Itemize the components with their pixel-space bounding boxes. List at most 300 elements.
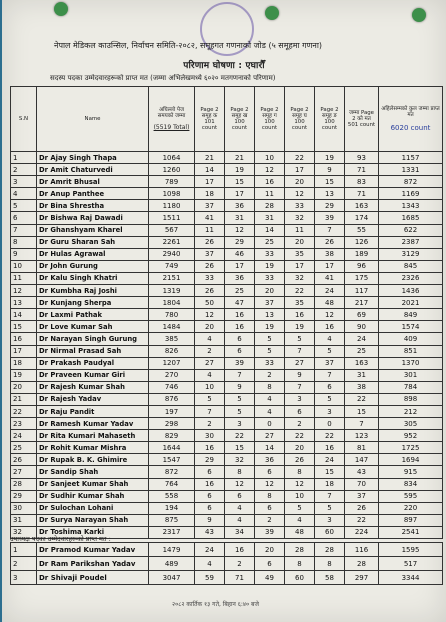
cell-name: Dr Surya Narayan Shah xyxy=(37,514,149,526)
cell-c1: 9 xyxy=(195,514,225,526)
table-row xyxy=(11,152,443,164)
cell-sum: 123 xyxy=(345,430,379,442)
cell-c5: 3 xyxy=(315,405,345,417)
cell-name: Dr Rajesh Yadav xyxy=(37,393,149,405)
cell-name: Dr Amit Chaturvedi xyxy=(37,164,149,176)
cell-total: 789 xyxy=(149,176,195,188)
table-row xyxy=(11,393,443,405)
cell-c2: 19 xyxy=(225,164,255,176)
cell-c2: 29 xyxy=(225,236,255,248)
cell-sn: 10 xyxy=(11,260,37,272)
cell-name: Dr Ghanshyam Kharel xyxy=(37,224,149,236)
table-row xyxy=(11,430,443,442)
table-row xyxy=(11,514,443,526)
cell-name: Dr Ramesh Kumar Yadav xyxy=(37,418,149,430)
cell-c4: 28 xyxy=(285,543,315,557)
cell-total: 876 xyxy=(149,393,195,405)
cell-sn: 15 xyxy=(11,321,37,333)
cell-sn: 27 xyxy=(11,466,37,478)
cell-c1: 30 xyxy=(195,430,225,442)
cell-c3: 37 xyxy=(255,297,285,309)
cell-c3: 19 xyxy=(255,321,285,333)
cell-name: Dr Narayan Singh Gurung xyxy=(37,333,149,345)
cell-name: Dr Toshima Karki xyxy=(37,526,149,538)
cell-c3: 31 xyxy=(255,212,285,224)
cell-name: Dr Sandip Shah xyxy=(37,466,149,478)
cell-c5: 26 xyxy=(315,236,345,248)
cell-c4: 12 xyxy=(285,188,315,200)
cell-total: 1260 xyxy=(149,164,195,176)
cell-c2: 16 xyxy=(225,543,255,557)
cell-c2: 31 xyxy=(225,212,255,224)
cell-total: 1479 xyxy=(149,543,195,557)
cell-sum: 224 xyxy=(345,526,379,538)
table-row xyxy=(11,418,443,430)
col-group-1: Page 2 समूह क 101 count xyxy=(195,87,225,152)
cell-sn: 11 xyxy=(11,272,37,284)
cell-c3: 12 xyxy=(255,164,285,176)
cell-name: Dr Love Kumar Sah xyxy=(37,321,149,333)
cell-total: 749 xyxy=(149,260,195,272)
cell-name: Dr Ajay Singh Thapa xyxy=(37,152,149,164)
table-row xyxy=(11,188,443,200)
cell-grand: 1169 xyxy=(379,188,443,200)
cell-c4: 60 xyxy=(285,571,315,585)
cell-c2: 36 xyxy=(225,272,255,284)
cell-sn: 2 xyxy=(11,164,37,176)
cell-c4: 17 xyxy=(285,164,315,176)
cell-c3: 27 xyxy=(255,430,285,442)
cell-sum: 15 xyxy=(345,405,379,417)
cell-total: 1319 xyxy=(149,285,195,297)
cell-name: Dr Bina Shrestha xyxy=(37,200,149,212)
cell-c5: 28 xyxy=(315,543,345,557)
cell-sn: 25 xyxy=(11,442,37,454)
cell-c1: 41 xyxy=(195,212,225,224)
cell-sum: 175 xyxy=(345,272,379,284)
cell-c2: 39 xyxy=(225,357,255,369)
cell-sum: 25 xyxy=(345,345,379,357)
cell-c5: 5 xyxy=(315,393,345,405)
cell-c4: 5 xyxy=(285,333,315,345)
cell-c5: 19 xyxy=(315,152,345,164)
cell-c4: 19 xyxy=(285,321,315,333)
cell-c1: 43 xyxy=(195,526,225,538)
cell-grand: 952 xyxy=(379,430,443,442)
cell-c3: 14 xyxy=(255,442,285,454)
cell-c2: 17 xyxy=(225,188,255,200)
cell-c1: 24 xyxy=(195,543,225,557)
cell-sum: 7 xyxy=(345,418,379,430)
cell-c1: 37 xyxy=(195,248,225,260)
cell-c4: 35 xyxy=(285,297,315,309)
cell-c2: 71 xyxy=(225,571,255,585)
cell-c1: 18 xyxy=(195,188,225,200)
table-row xyxy=(11,176,443,188)
cell-name: Dr Ram Parikshan Yadav xyxy=(37,557,149,571)
cell-c2: 32 xyxy=(225,454,255,466)
col-group-4: Page 2 समूह घ 100 count xyxy=(285,87,315,152)
cell-c5: 3 xyxy=(315,514,345,526)
cell-grand: 898 xyxy=(379,393,443,405)
cell-c4: 4 xyxy=(285,514,315,526)
cell-c1: 11 xyxy=(195,224,225,236)
cell-c3: 5 xyxy=(255,345,285,357)
cell-sum: 38 xyxy=(345,381,379,393)
cell-sum: 31 xyxy=(345,369,379,381)
cell-sum: 71 xyxy=(345,164,379,176)
cell-c1: 29 xyxy=(195,454,225,466)
cell-grand: 845 xyxy=(379,260,443,272)
cell-c2: 34 xyxy=(225,526,255,538)
table-row xyxy=(11,272,443,284)
table-row xyxy=(11,333,443,345)
cell-c4: 32 xyxy=(285,272,315,284)
table-row xyxy=(11,321,443,333)
member-results-table xyxy=(10,86,443,539)
cell-grand: 2387 xyxy=(379,236,443,248)
cell-grand: 851 xyxy=(379,345,443,357)
cell-c5: 18 xyxy=(315,478,345,490)
cell-grand: 1574 xyxy=(379,321,443,333)
cell-c1: 7 xyxy=(195,405,225,417)
cell-total: 829 xyxy=(149,430,195,442)
cell-grand: 2326 xyxy=(379,272,443,284)
cell-sum: 43 xyxy=(345,466,379,478)
cell-sum: 55 xyxy=(345,224,379,236)
cell-sum: 189 xyxy=(345,248,379,260)
table-row xyxy=(11,224,443,236)
cell-c4: 8 xyxy=(285,557,315,571)
cell-name: Dr Bishwa Raj Dawadi xyxy=(37,212,149,224)
cell-c4: 7 xyxy=(285,381,315,393)
cell-c1: 10 xyxy=(195,381,225,393)
table-row xyxy=(11,466,443,478)
announcement-label: परिणाम घोषणा : एघारौँ xyxy=(183,61,265,71)
cell-grand: 915 xyxy=(379,466,443,478)
col-group-2: Page 2 समूह ख 100 count xyxy=(225,87,255,152)
cell-sum: 71 xyxy=(345,188,379,200)
cell-name: Dr Guru Sharan Sah xyxy=(37,236,149,248)
cell-sn: 13 xyxy=(11,297,37,309)
cell-c1: 21 xyxy=(195,152,225,164)
cell-sn: 4 xyxy=(11,188,37,200)
cell-sn: 22 xyxy=(11,405,37,417)
cell-c5: 41 xyxy=(315,272,345,284)
cell-c4: 7 xyxy=(285,345,315,357)
cell-c1: 20 xyxy=(195,321,225,333)
vice-president-heading: उपाध्यक्ष पदका उम्मेदवारहरूको प्राप्त मत : xyxy=(10,535,111,543)
cell-total: 1484 xyxy=(149,321,195,333)
cell-c5: 24 xyxy=(315,454,345,466)
cell-name: Dr Shivaji Poudel xyxy=(37,571,149,585)
cell-sn: 21 xyxy=(11,393,37,405)
cell-c5: 38 xyxy=(315,248,345,260)
cell-sum: 93 xyxy=(345,152,379,164)
table-row xyxy=(11,571,443,585)
cell-c3: 4 xyxy=(255,405,285,417)
cell-sum: 163 xyxy=(345,357,379,369)
table-row xyxy=(11,236,443,248)
table-row xyxy=(11,212,443,224)
cell-c1: 6 xyxy=(195,490,225,502)
cell-c2: 3 xyxy=(225,418,255,430)
cell-sum: 147 xyxy=(345,454,379,466)
cell-sn: 7 xyxy=(11,224,37,236)
cell-grand: 1331 xyxy=(379,164,443,176)
cell-c3: 28 xyxy=(255,200,285,212)
col-group-3: Page 2 समूह ग 100 count xyxy=(255,87,285,152)
cell-sum: 163 xyxy=(345,200,379,212)
cell-sn: 17 xyxy=(11,345,37,357)
cell-c2: 12 xyxy=(225,224,255,236)
cell-c1: 50 xyxy=(195,297,225,309)
table-row xyxy=(11,369,443,381)
cell-sn: 1 xyxy=(11,543,37,557)
cell-c3: 25 xyxy=(255,236,285,248)
cell-total: 2151 xyxy=(149,272,195,284)
cell-sum: 96 xyxy=(345,260,379,272)
cell-c3: 36 xyxy=(255,454,285,466)
cell-sn: 12 xyxy=(11,285,37,297)
cell-c3: 11 xyxy=(255,188,285,200)
cell-total: 298 xyxy=(149,418,195,430)
cell-c5: 37 xyxy=(315,357,345,369)
cell-sum: 126 xyxy=(345,236,379,248)
cell-name: Dr Hulas Agrawal xyxy=(37,248,149,260)
table-row xyxy=(11,357,443,369)
cell-c5: 6 xyxy=(315,381,345,393)
cell-sum: 117 xyxy=(345,285,379,297)
cell-c2: 15 xyxy=(225,442,255,454)
cell-name: Dr Prakash Paudyal xyxy=(37,357,149,369)
cell-c3: 12 xyxy=(255,478,285,490)
cell-c2: 22 xyxy=(225,430,255,442)
cell-c3: 6 xyxy=(255,557,285,571)
cell-grand: 622 xyxy=(379,224,443,236)
cell-c1: 26 xyxy=(195,236,225,248)
cell-sum: 70 xyxy=(345,478,379,490)
table-row xyxy=(11,381,443,393)
cell-c1: 4 xyxy=(195,333,225,345)
cell-total: 2317 xyxy=(149,526,195,538)
sheet-title: नेपाल मेडिकल काउन्सिल, निर्वाचन समिति-२०८२, समूहगत गणनाको जोड (५ समूहमा गणना) xyxy=(54,41,323,50)
pin-icon xyxy=(54,2,68,16)
cell-grand: 872 xyxy=(379,176,443,188)
cell-sum: 90 xyxy=(345,321,379,333)
cell-c4: 3 xyxy=(285,393,315,405)
cell-name: Dr Sudhir Kumar Shah xyxy=(37,490,149,502)
cell-sn: 26 xyxy=(11,454,37,466)
cell-sum: 174 xyxy=(345,212,379,224)
cell-c3: 33 xyxy=(255,272,285,284)
cell-c3: 5 xyxy=(255,333,285,345)
table-row xyxy=(11,260,443,272)
cell-name: Dr Raju Pandit xyxy=(37,405,149,417)
cell-c3: 6 xyxy=(255,466,285,478)
cell-total: 1180 xyxy=(149,200,195,212)
cell-c2: 4 xyxy=(225,514,255,526)
col-name: Name xyxy=(37,87,149,152)
table-row xyxy=(11,285,443,297)
cell-c1: 27 xyxy=(195,357,225,369)
cell-total: 764 xyxy=(149,478,195,490)
cell-c3: 19 xyxy=(255,260,285,272)
table-header-row xyxy=(11,87,443,152)
cell-c5: 15 xyxy=(315,466,345,478)
cell-total: 558 xyxy=(149,490,195,502)
cell-c3: 16 xyxy=(255,176,285,188)
cell-c4: 35 xyxy=(285,248,315,260)
cell-sum: 26 xyxy=(345,502,379,514)
cell-c2: 6 xyxy=(225,333,255,345)
cell-sn: 32 xyxy=(11,526,37,538)
cell-c5: 13 xyxy=(315,188,345,200)
cell-c4: 16 xyxy=(285,309,315,321)
cell-sum: 22 xyxy=(345,514,379,526)
cell-c5: 0 xyxy=(315,418,345,430)
cell-c4: 8 xyxy=(285,466,315,478)
cell-grand: 305 xyxy=(379,418,443,430)
cell-grand: 220 xyxy=(379,502,443,514)
cell-sn: 6 xyxy=(11,212,37,224)
cell-c4: 9 xyxy=(285,369,315,381)
col-sn: S.N xyxy=(11,87,37,152)
cell-c5: 39 xyxy=(315,212,345,224)
cell-c4: 20 xyxy=(285,176,315,188)
cell-name: Dr Kumbha Raj Joshi xyxy=(37,285,149,297)
cell-sn: 28 xyxy=(11,478,37,490)
cell-grand: 212 xyxy=(379,405,443,417)
cell-c1: 16 xyxy=(195,478,225,490)
cell-grand: 3344 xyxy=(379,571,443,585)
cell-c4: 22 xyxy=(285,285,315,297)
cell-c2: 4 xyxy=(225,502,255,514)
cell-c5: 7 xyxy=(315,369,345,381)
cell-c1: 59 xyxy=(195,571,225,585)
cell-grand: 1157 xyxy=(379,152,443,164)
col-previous-total: अघिल्लो पेज समयको जम्मा (5519 Total) xyxy=(149,87,195,152)
cell-sn: 23 xyxy=(11,418,37,430)
cell-c4: 5 xyxy=(285,502,315,514)
cell-c1: 5 xyxy=(195,393,225,405)
cell-sn: 16 xyxy=(11,333,37,345)
cell-name: Dr Sanjeet Kumar Shah xyxy=(37,478,149,490)
cell-grand: 1694 xyxy=(379,454,443,466)
cell-c5: 22 xyxy=(315,430,345,442)
cell-c2: 2 xyxy=(225,557,255,571)
cell-grand: 1685 xyxy=(379,212,443,224)
cell-c1: 2 xyxy=(195,418,225,430)
cell-c2: 17 xyxy=(225,260,255,272)
cell-grand: 301 xyxy=(379,369,443,381)
cell-total: 1644 xyxy=(149,442,195,454)
cell-grand: 595 xyxy=(379,490,443,502)
cell-c5: 58 xyxy=(315,571,345,585)
cell-sn: 8 xyxy=(11,236,37,248)
cell-sn: 24 xyxy=(11,430,37,442)
cell-c5: 17 xyxy=(315,260,345,272)
vice-president-results-table xyxy=(10,542,443,585)
cell-name: Dr Nirmal Prasad Sah xyxy=(37,345,149,357)
pin-icon xyxy=(412,8,426,22)
cell-sn: 14 xyxy=(11,309,37,321)
cell-c4: 32 xyxy=(285,212,315,224)
cell-sum: 116 xyxy=(345,543,379,557)
cell-c2: 46 xyxy=(225,248,255,260)
cell-sn: 31 xyxy=(11,514,37,526)
cell-c3: 8 xyxy=(255,490,285,502)
cell-total: 385 xyxy=(149,333,195,345)
cell-name: Dr Kunjang Sherpa xyxy=(37,297,149,309)
cell-name: Dr Pramod Kumar Yadav xyxy=(37,543,149,557)
cell-c2: 15 xyxy=(225,176,255,188)
cell-c1: 2 xyxy=(195,345,225,357)
cell-grand: 517 xyxy=(379,557,443,571)
cell-c4: 26 xyxy=(285,454,315,466)
cell-total: 1098 xyxy=(149,188,195,200)
cell-grand: 409 xyxy=(379,333,443,345)
table-row xyxy=(11,490,443,502)
cell-grand: 1370 xyxy=(379,357,443,369)
cell-c4: 22 xyxy=(285,152,315,164)
cell-total: 194 xyxy=(149,502,195,514)
cell-total: 2261 xyxy=(149,236,195,248)
cell-c2: 6 xyxy=(225,345,255,357)
cell-c2: 47 xyxy=(225,297,255,309)
cell-name: Dr Anup Panthee xyxy=(37,188,149,200)
cell-c4: 2 xyxy=(285,418,315,430)
cell-grand: 1595 xyxy=(379,543,443,557)
cell-c5: 15 xyxy=(315,176,345,188)
cell-c4: 12 xyxy=(285,478,315,490)
cell-c1: 17 xyxy=(195,176,225,188)
cell-total: 3047 xyxy=(149,571,195,585)
cell-grand: 2021 xyxy=(379,297,443,309)
cell-c4: 11 xyxy=(285,224,315,236)
cell-total: 1547 xyxy=(149,454,195,466)
cell-sn: 3 xyxy=(11,176,37,188)
cell-sn: 20 xyxy=(11,381,37,393)
col-group-5: Page 2 समूह ङ 100 count xyxy=(315,87,345,152)
cell-c2: 16 xyxy=(225,309,255,321)
cell-c3: 14 xyxy=(255,224,285,236)
cell-c3: 20 xyxy=(255,543,285,557)
cell-c3: 2 xyxy=(255,514,285,526)
cell-total: 270 xyxy=(149,369,195,381)
cell-total: 1804 xyxy=(149,297,195,309)
cell-grand: 784 xyxy=(379,381,443,393)
cell-c2: 25 xyxy=(225,285,255,297)
cell-c4: 48 xyxy=(285,526,315,538)
member-post-heading: सदस्य पदका उम्मेदवारहरूको प्राप्त मत (जम्मा अभिलेखमध्ये ६०२० मतगणनाको परिणाम) xyxy=(50,74,276,82)
cell-sn: 29 xyxy=(11,490,37,502)
cell-c4: 27 xyxy=(285,357,315,369)
table-row xyxy=(11,164,443,176)
cell-c3: 6 xyxy=(255,502,285,514)
cell-grand: 1725 xyxy=(379,442,443,454)
cell-c5: 5 xyxy=(315,345,345,357)
cell-c2: 8 xyxy=(225,466,255,478)
cell-c5: 8 xyxy=(315,557,345,571)
cell-sn: 18 xyxy=(11,357,37,369)
cell-c4: 33 xyxy=(285,200,315,212)
cell-c3: 2 xyxy=(255,369,285,381)
cell-c5: 12 xyxy=(315,309,345,321)
cell-grand: 834 xyxy=(379,478,443,490)
cell-name: Dr Kalu Singh Khatri xyxy=(37,272,149,284)
cell-c3: 13 xyxy=(255,309,285,321)
